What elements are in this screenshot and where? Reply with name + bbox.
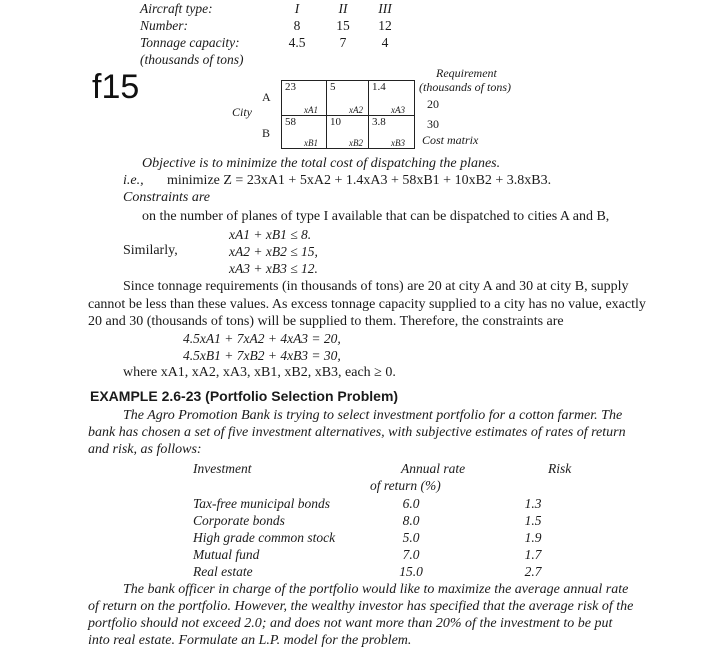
tonnage-label: Tonnage capacity:: [140, 35, 240, 50]
investment-rate: 7.0: [402, 547, 420, 562]
investment-name: Corporate bonds: [193, 513, 285, 528]
cell-a3: [368, 80, 415, 116]
number-3: 12: [378, 18, 392, 33]
requirement-header: Requirement: [436, 66, 497, 80]
ie-label: [123, 172, 144, 190]
number-1: 8: [293, 18, 301, 33]
investment-name: Real estate: [193, 564, 253, 579]
cost-a1: 23: [285, 81, 296, 93]
cell-a2: [326, 80, 369, 116]
aircraft-type-1: I: [294, 1, 300, 16]
where-line: where xA1, xA2, xA3, xB1, xB2, xB3, each ≥ 0.: [123, 365, 396, 380]
var-a1: xA1: [304, 105, 318, 115]
number-2: 15: [336, 18, 350, 33]
aircraft-type-2: II: [338, 1, 348, 16]
constraint-5: 4.5xB1 + 7xB2 + 4xB3 = 30,: [183, 348, 341, 363]
cell-b2: [326, 115, 369, 149]
example-para-2: bank has chosen a set of five investment alternatives, with subjective estimates of rates of return: [88, 425, 626, 440]
close-line-4: into real estate. Formulate an L.P. model for the problem.: [88, 633, 412, 648]
investment-risk: 1.5: [524, 513, 542, 528]
cost-a3: 1.4: [372, 81, 386, 93]
investment-risk: 2.7: [524, 564, 542, 579]
investment-name: Mutual fund: [193, 547, 260, 562]
cell-b1: [281, 115, 327, 149]
investment-rate: 15.0: [399, 564, 423, 579]
constraint-1: xA1 + xB1 ≤ 8.: [229, 227, 312, 242]
requirement-unit: (thousands of tons): [419, 80, 512, 94]
ie-text: i.e.,: [123, 173, 144, 188]
var-b1: xB1: [304, 138, 318, 148]
constraint-4: 4.5xA1 + 7xA2 + 4xA3 = 20,: [183, 331, 341, 346]
city-label: City: [232, 105, 252, 119]
cell-b3: [368, 115, 415, 149]
investment-name: High grade common stock: [193, 530, 336, 545]
tonnage-2: 7: [339, 35, 347, 50]
since-line-2: cannot be less than these values. As excess tonnage capacity supplied to a city has no value, exactly: [88, 297, 646, 312]
cost-b3: 3.8: [372, 116, 386, 128]
tonnage-3: 4: [381, 35, 389, 50]
header-risk: Risk: [548, 461, 572, 476]
number-label: Number:: [140, 18, 188, 33]
example-para-3: and risk, as follows:: [88, 442, 202, 457]
constraint-2: xA2 + xB2 ≤ 15,: [229, 244, 318, 259]
var-a2: xA2: [349, 105, 363, 115]
var-b2: xB2: [349, 138, 363, 148]
close-line-2: of return on the portfolio. However, the wealthy investor has specified that the average risk of the: [88, 599, 634, 614]
tonnage-unit-label: (thousands of tons): [140, 52, 244, 67]
city-a-label: A: [262, 90, 271, 104]
similarly-label: Similarly,: [123, 243, 178, 258]
requirement-b: 30: [427, 117, 439, 131]
investment-rate: 8.0: [402, 513, 420, 528]
since-line-1: Since tonnage requirements (in thousands of tons) are 20 at city A and 30 at city B, supply: [123, 279, 629, 294]
objective-line: [142, 155, 500, 173]
cost-matrix-label: Cost matrix: [422, 133, 479, 147]
header-investment: Investment: [193, 461, 252, 476]
investment-rate: 5.0: [402, 530, 420, 545]
example-heading: EXAMPLE 2.6-23 (Portfolio Selection Problem): [90, 388, 399, 404]
on-number-text: on the number of planes of type I available that can be dispatched to cities A and B,: [142, 209, 610, 224]
objective-text: Objective is to minimize the total cost of dispatching the planes.: [142, 156, 501, 171]
close-line-3: portfolio should not exceed 2.0; and does not want more than 20% of the investment to be put: [88, 616, 613, 631]
investment-risk: 1.7: [524, 547, 542, 562]
header-rate-2: of return (%): [370, 478, 441, 493]
var-a3: xA3: [391, 105, 405, 115]
var-b3: xB3: [391, 138, 405, 148]
investment-risk: 1.3: [524, 496, 542, 511]
investment-risk: 1.9: [524, 530, 542, 545]
cell-a1: [281, 80, 327, 116]
aircraft-type-3: III: [378, 1, 392, 16]
cost-b1: 58: [285, 116, 296, 128]
requirement-a: 20: [427, 97, 439, 111]
since-line-3: 20 and 30 (thousands of tons) will be supplied to them. Therefore, the constraints are: [88, 314, 564, 329]
constraint-3: xA3 + xB3 ≤ 12.: [229, 261, 318, 276]
investment-rate: 6.0: [402, 496, 420, 511]
minimize-equation: minimize Z = 23xA1 + 5xA2 + 1.4xA3 + 58xB1 + 10xB2 + 3.8xB3.: [167, 173, 552, 188]
close-line-1: The bank officer in charge of the portfolio would like to maximize the average annual rate: [123, 582, 629, 597]
cost-b2: 10: [330, 116, 341, 128]
example-para-1: The Agro Promotion Bank is trying to select investment portfolio for a cotton farmer. The: [123, 408, 623, 423]
header-rate-1: Annual rate: [401, 461, 466, 476]
aircraft-type-label: Aircraft type:: [140, 1, 213, 16]
investment-name: Tax-free municipal bonds: [193, 496, 330, 511]
city-b-label: B: [262, 126, 271, 140]
constraints-label: Constraints are: [123, 190, 210, 205]
tonnage-1: 4.5: [288, 35, 306, 50]
watermark-label: f15: [92, 68, 140, 106]
cost-a2: 5: [330, 81, 336, 93]
